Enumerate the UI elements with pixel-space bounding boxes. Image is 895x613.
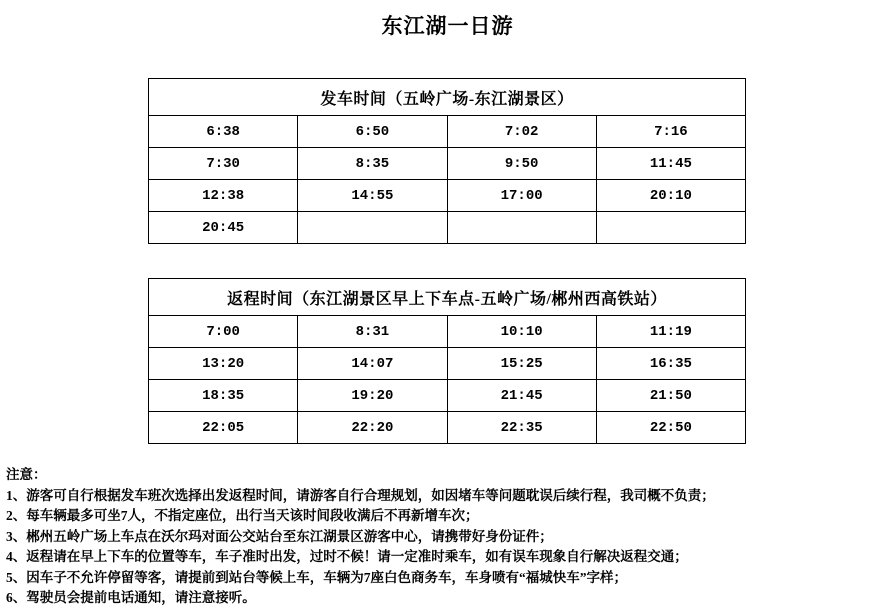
table-row	[149, 180, 746, 212]
departure-time-cell: 6:38	[149, 116, 298, 148]
departure-time-cell: 7:16	[596, 116, 745, 148]
departure-time-cell: 7:30	[149, 148, 298, 180]
departure-time-cell-empty	[596, 212, 745, 244]
departure-schedule-section	[148, 78, 746, 244]
note-item: 2、每车辆最多可坐7人，不指定座位，出行当天该时间段收满后不再新增车次；	[6, 508, 479, 524]
departure-time-cell: 20:45	[149, 212, 298, 244]
note-item: 5、因车子不允许停留等客，请提前到站台等候上车，车辆为7座白色商务车，车身喷有“福城快车”字样；	[6, 569, 627, 585]
return-time-cell: 22:35	[447, 412, 596, 444]
note-item: 3、郴州五岭广场上车点在沃尔玛对面公交站台至东江湖景区游客中心，请携带好身份证件；	[6, 528, 553, 544]
return-table-caption: 返程时间（东江湖景区早上下车点-五岭广场/郴州西高铁站）	[149, 279, 746, 316]
departure-table-caption: 发车时间（五岭广场-东江湖景区）	[149, 79, 746, 116]
departure-time-cell-empty	[447, 212, 596, 244]
table-row	[149, 212, 746, 244]
table-row	[149, 116, 746, 148]
departure-time-cell: 14:55	[298, 180, 447, 212]
table-row	[149, 316, 746, 348]
return-time-cell: 14:07	[298, 348, 447, 380]
page-title: 东江湖一日游	[381, 14, 514, 38]
return-time-cell: 8:31	[298, 316, 447, 348]
return-time-cell: 18:35	[149, 380, 298, 412]
return-time-cell: 22:05	[149, 412, 298, 444]
note-item: 1、游客可自行根据发车班次选择出发返程时间，请游客自行合理规划，如因堵车等问题耽误后续行程，我司概不负责；	[6, 487, 715, 503]
return-time-cell: 21:50	[596, 380, 745, 412]
return-time-cell: 21:45	[447, 380, 596, 412]
return-time-cell: 15:25	[447, 348, 596, 380]
return-time-cell: 19:20	[298, 380, 447, 412]
return-time-cell: 22:50	[596, 412, 745, 444]
return-schedule-table	[148, 278, 746, 444]
return-time-cell: 13:20	[149, 348, 298, 380]
departure-time-cell: 12:38	[149, 180, 298, 212]
return-time-cell: 11:19	[596, 316, 745, 348]
notes-heading: 注意：	[6, 467, 47, 483]
table-row	[149, 348, 746, 380]
return-time-cell: 22:20	[298, 412, 447, 444]
note-item: 4、返程请在早上下车的位置等车，车子准时出发，过时不候！请一定准时乘车，如有误车现象自行解决返程交通；	[6, 549, 688, 565]
table-row	[149, 380, 746, 412]
departure-time-cell: 6:50	[298, 116, 447, 148]
table-row	[149, 412, 746, 444]
return-time-cell: 16:35	[596, 348, 745, 380]
departure-time-cell: 20:10	[596, 180, 745, 212]
table-caption-row	[149, 279, 746, 316]
return-schedule-section	[148, 278, 746, 444]
table-row	[149, 148, 746, 180]
departure-time-cell: 7:02	[447, 116, 596, 148]
departure-time-cell: 9:50	[447, 148, 596, 180]
table-caption-row	[149, 79, 746, 116]
departure-time-cell: 11:45	[596, 148, 745, 180]
departure-schedule-table	[148, 78, 746, 244]
departure-time-cell: 8:35	[298, 148, 447, 180]
return-time-cell: 7:00	[149, 316, 298, 348]
note-item: 6、驾驶员会提前电话通知，请注意接听。	[6, 590, 256, 606]
return-time-cell: 10:10	[447, 316, 596, 348]
notes-section	[6, 465, 891, 609]
departure-time-cell-empty	[298, 212, 447, 244]
departure-time-cell: 17:00	[447, 180, 596, 212]
